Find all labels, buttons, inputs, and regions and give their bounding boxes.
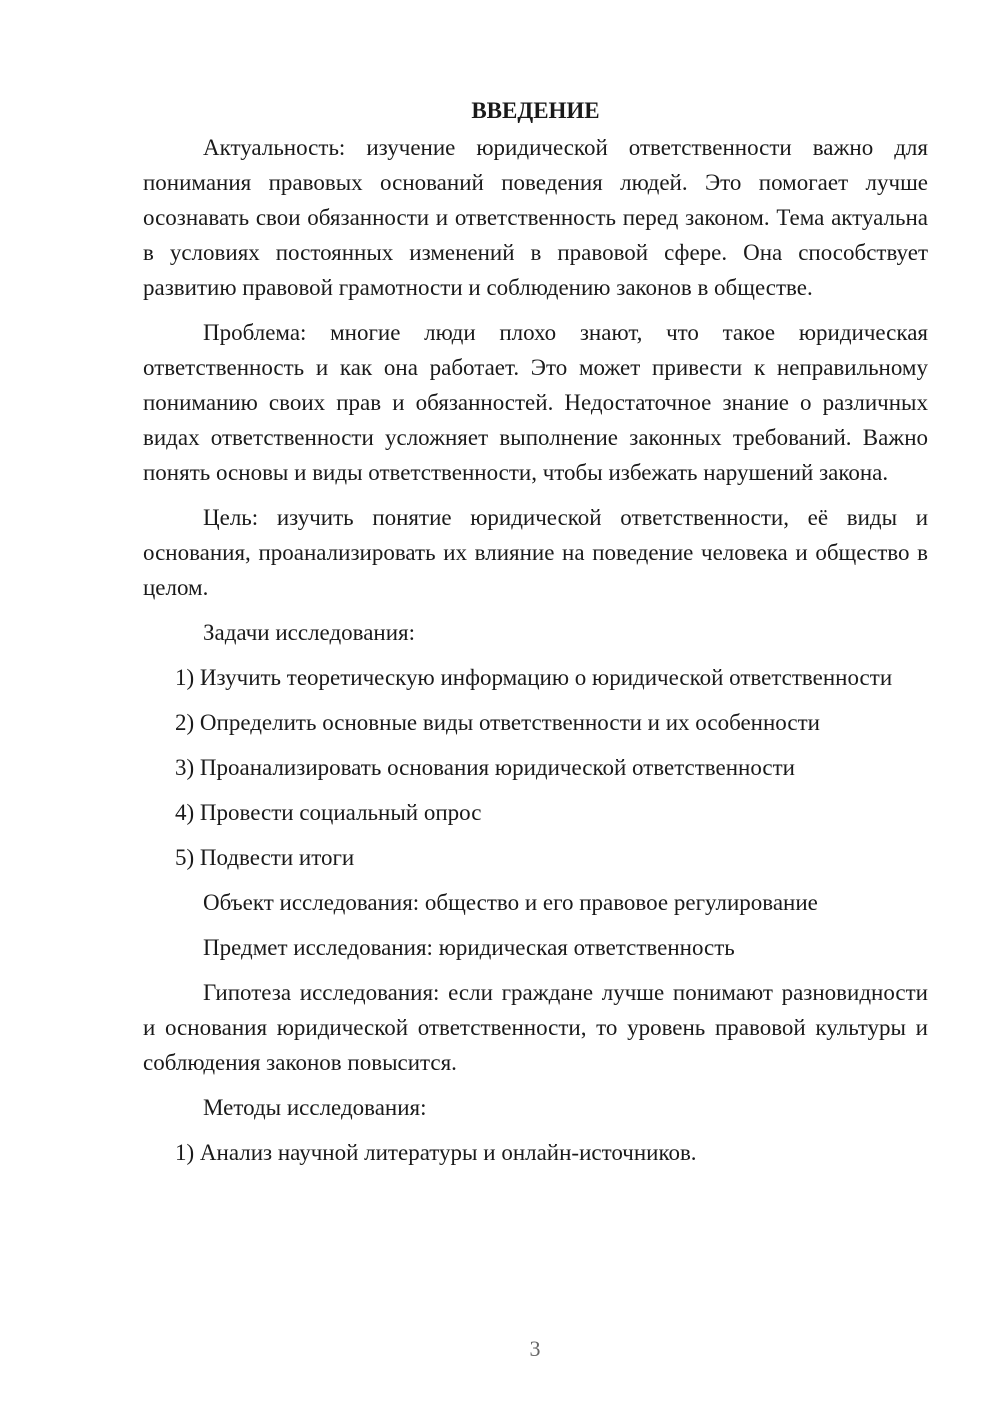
document-body bbox=[143, 93, 928, 1170]
hypothesis-paragraph: Гипотеза исследования: если граждане лучше понимают разновидности и основания юридической ответственности, то уровень правовой культуры и соблюдения законов повысится. bbox=[143, 980, 928, 1075]
page-number: 3 bbox=[529, 1336, 541, 1361]
tasks-heading: Задачи исследования: bbox=[203, 620, 416, 645]
method-item: 1) Анализ научной литературы и онлайн-источников. bbox=[175, 1140, 697, 1165]
task-item: 2) Определить основные виды ответственности и их особенности bbox=[175, 710, 820, 735]
goal-paragraph: Цель: изучить понятие юридической ответственности, её виды и основания, проанализировать их влияние на поведение человека и общество в целом. bbox=[143, 505, 928, 600]
problem-paragraph: Проблема: многие люди плохо знают, что такое юридическая ответственность и как она работает. Это может привести к неправильному пониманию своих прав и обязанностей. Недостаточное знание о различных видах ответственности усложняет выполнение законных требований. Важно понять основы и виды ответственности, чтобы избежать нарушений закона. bbox=[143, 320, 928, 485]
task-item: 4) Провести социальный опрос bbox=[175, 800, 482, 825]
task-item: 5) Подвести итоги bbox=[175, 845, 355, 870]
relevance-paragraph: Актуальность: изучение юридической ответственности важно для понимания правовых оснований поведения людей. Это помогает лучше осознавать свои обязанности и ответственность перед законом. Тема актуальна в условиях постоянных изменений в правовой сфере. Она способствует развитию правовой грамотности и соблюдению законов в обществе. bbox=[143, 135, 928, 300]
task-item: 3) Проанализировать основания юридической ответственности bbox=[175, 755, 795, 780]
methods-heading: Методы исследования: bbox=[203, 1095, 427, 1120]
subject-line: Предмет исследования: юридическая ответственность bbox=[203, 935, 735, 960]
task-item: 1) Изучить теоретическую информацию о юридической ответственности bbox=[175, 665, 893, 690]
page-title: ВВЕДЕНИЕ bbox=[471, 98, 600, 123]
object-line: Объект исследования: общество и его правовое регулирование bbox=[203, 890, 818, 915]
